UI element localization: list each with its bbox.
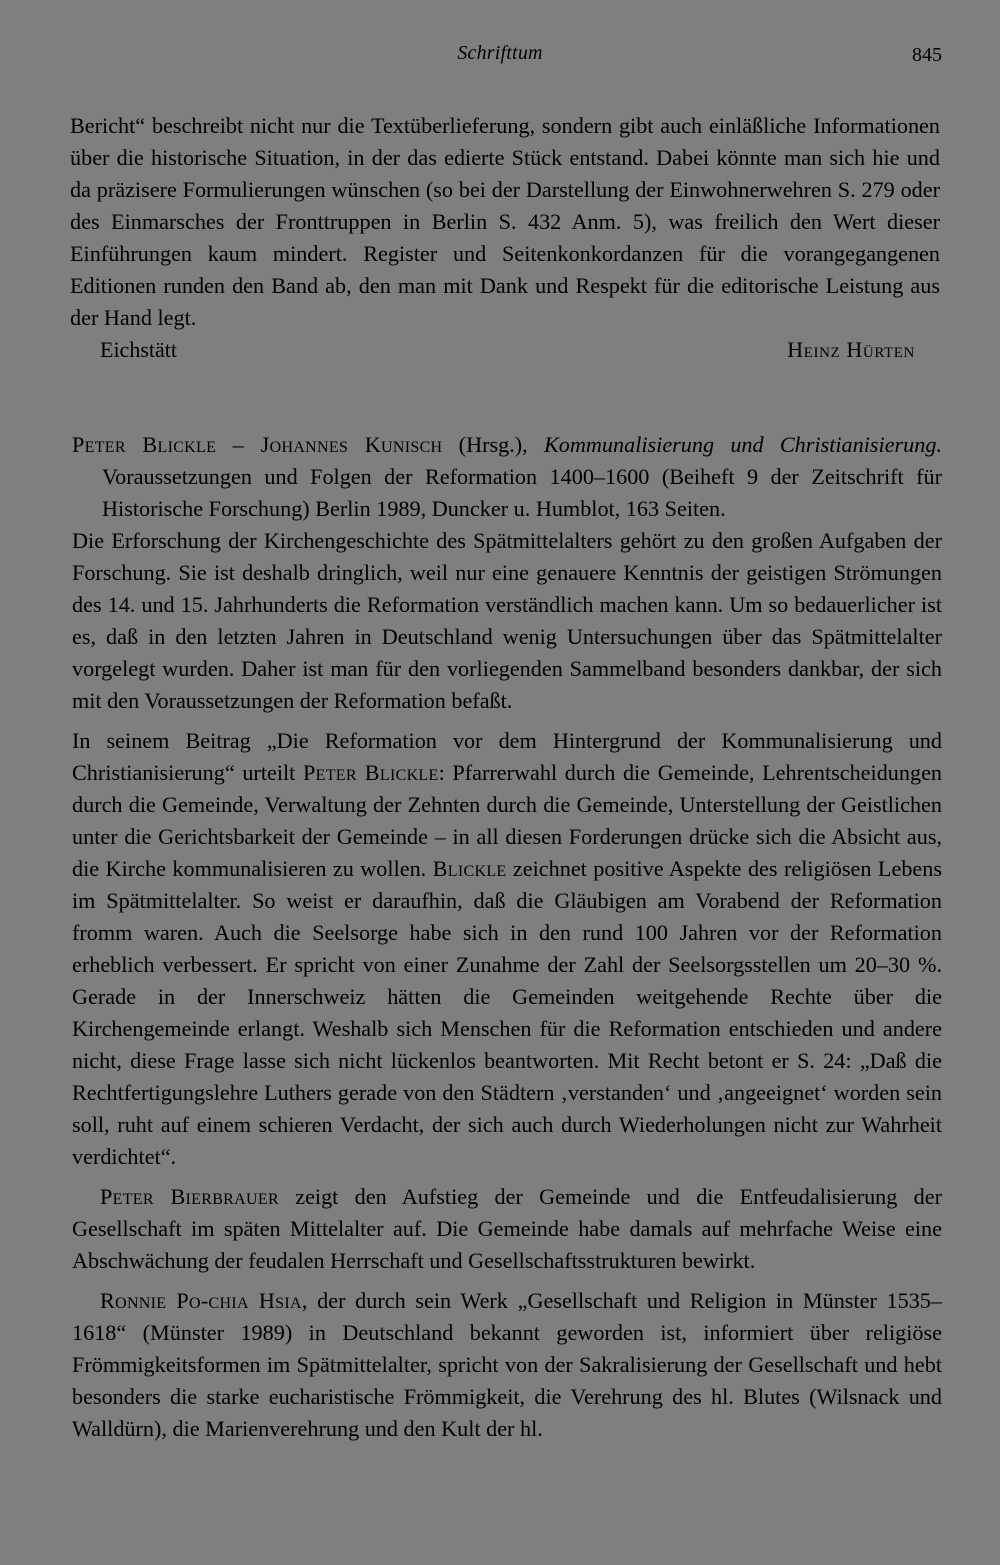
review-2-paragraph-2: [72, 725, 942, 1173]
p4-text: , der durch sein Werk „Gesellschaft und Religion in Münster 1535–1618“ (Münster 1989) in Deutschland bekannt geworden ist, informiert über religiöse Frömmigkeitsformen im Spätmittelalter, spricht von der Sakralisierung der Gesellschaft und hebt besonders die starke eucharistische Frömmigkeit, die Verehrung des hl. Blutes (Wilsnack und Walldürn), die Marienverehrung und den Kult der hl.: [72, 1288, 942, 1441]
bib-authors: Peter Blickle – Johannes Kunisch: [72, 432, 443, 457]
p2-text-a: In seinem Beitrag „Die Reformation vor dem Hintergrund der Kommunalisierung und Christianisierung“ urteilt: [72, 728, 942, 785]
p2-author-name: Peter Blickle: [303, 760, 439, 785]
p2-text-b: : Pfarrerwahl durch die Gemeinde, Lehrentscheidungen durch die Gemeinde, Verwaltung der Zehnten durch die Gemeinde, Unterstellung der Geistlichen unter die Gerichtsbarkeit der Gemeinde – in all diesen Forderungen drücke sich die Absicht aus, die Kirche kommunalisieren zu wollen.: [72, 760, 943, 881]
page-number: 845: [912, 44, 942, 66]
p2-text-c: zeichnet positive Aspekte des religiösen Lebens im Spätmittelalter. So weist er daraufhin, daß die Gläubigen am Vorabend der Reformation fromm waren. Auch die Seelsorge habe sich in den rund 100 Jahren vor der Reformation erheblich verbessert. Er spricht von einer Zunahme der Zahl der Seelsorgsstellen um 20–30 %. Gerade in der Innerschweiz hätten die Gemeinden weitgehende Rechte über die Kirchengemeinde erlangt. Weshalb sich Menschen für die Reformation entschieden und andere nicht, diese Frage lasse sich nicht lückenlos beantworten. Mit Recht betont er S. 24: „Daß die Rechtfertigungslehre Luthers gerade von den Städtern ‚verstanden‘ und ‚angeeignet‘ worden sein soll, ruht auf einem schieren Verdacht, der sich auch durch Wiederholungen nicht zur Wahrheit verdichtet“.: [72, 856, 942, 1169]
p3-author-name: Peter Bierbrauer: [100, 1184, 279, 1209]
review-2-paragraph-3: [72, 1181, 942, 1277]
bib-editor-note: (Hrsg.),: [442, 432, 544, 457]
review-2-paragraph-4: [72, 1285, 942, 1445]
bib-title: Kommunalisierung und Christianisierung.: [543, 432, 943, 457]
review-1-place: Eichstätt: [100, 337, 177, 362]
review-2: [72, 429, 942, 1445]
p4-author-name: Ronnie Po-chia Hsia: [100, 1288, 302, 1313]
p2-author-name-2: Blickle: [432, 856, 507, 881]
p3-text: zeigt den Aufstieg der Gemeinde und die Entfeudalisierung der Gesellschaft im späten Mittelalter auf. Die Gemeinde habe damals auf mehrfache Weise eine Abschwächung der feudalen Herrschaft und Gesellschaftsstrukturen bewirkt.: [72, 1184, 942, 1273]
review-1-body: [70, 110, 940, 334]
bibliographic-heading: [72, 429, 942, 461]
review-1-reviewer: Heinz Hürten: [787, 337, 915, 362]
review-2-paragraph-1: Die Erforschung der Kirchengeschichte des Spätmittelalters gehört zu den großen Aufgaben der Forschung. Sie ist deshalb dringlich, weil nur eine genauere Kenntnis der geistigen Strömungen des 14. und 15. Jahrhunderts die Reformation verständlich machen kann. Um so bedauerlicher ist es, daß in den letzten Jahren in Deutschland wenig Untersuchungen über das Spätmittelalter vorgelegt wurden. Daher ist man für den vorliegenden Sammelband besonders dankbar, der sich mit den Voraussetzungen der Reformation befaßt.: [72, 528, 942, 713]
running-header-title: Schrifttum: [457, 42, 543, 64]
review-1-paragraph: Bericht“ beschreibt nicht nur die Textüberlieferung, sondern gibt auch einläßliche Informationen über die historische Situation, in der das edierte Stück entstand. Dabei könnte man sich hie und da präzisere Formulierungen wünschen (so bei der Darstellung der Einwohnerwehren S. 279 oder des Einmarsches der Fronttruppen in Berlin S. 432 Anm. 5), was freilich den Wert dieser Einführungen kaum mindert. Register und Seitenkonkordanzen für die vorangegangenen Editionen runden den Band ab, den man mit Dank und Respekt für die editorische Leistung aus der Hand legt.: [70, 113, 940, 330]
bib-details: Voraussetzungen und Folgen der Reformation 1400–1600 (Beiheft 9 der Zeitschrift für Historische Forschung) Berlin 1989, Duncker u. Humblot, 163 Seiten.: [102, 464, 942, 521]
